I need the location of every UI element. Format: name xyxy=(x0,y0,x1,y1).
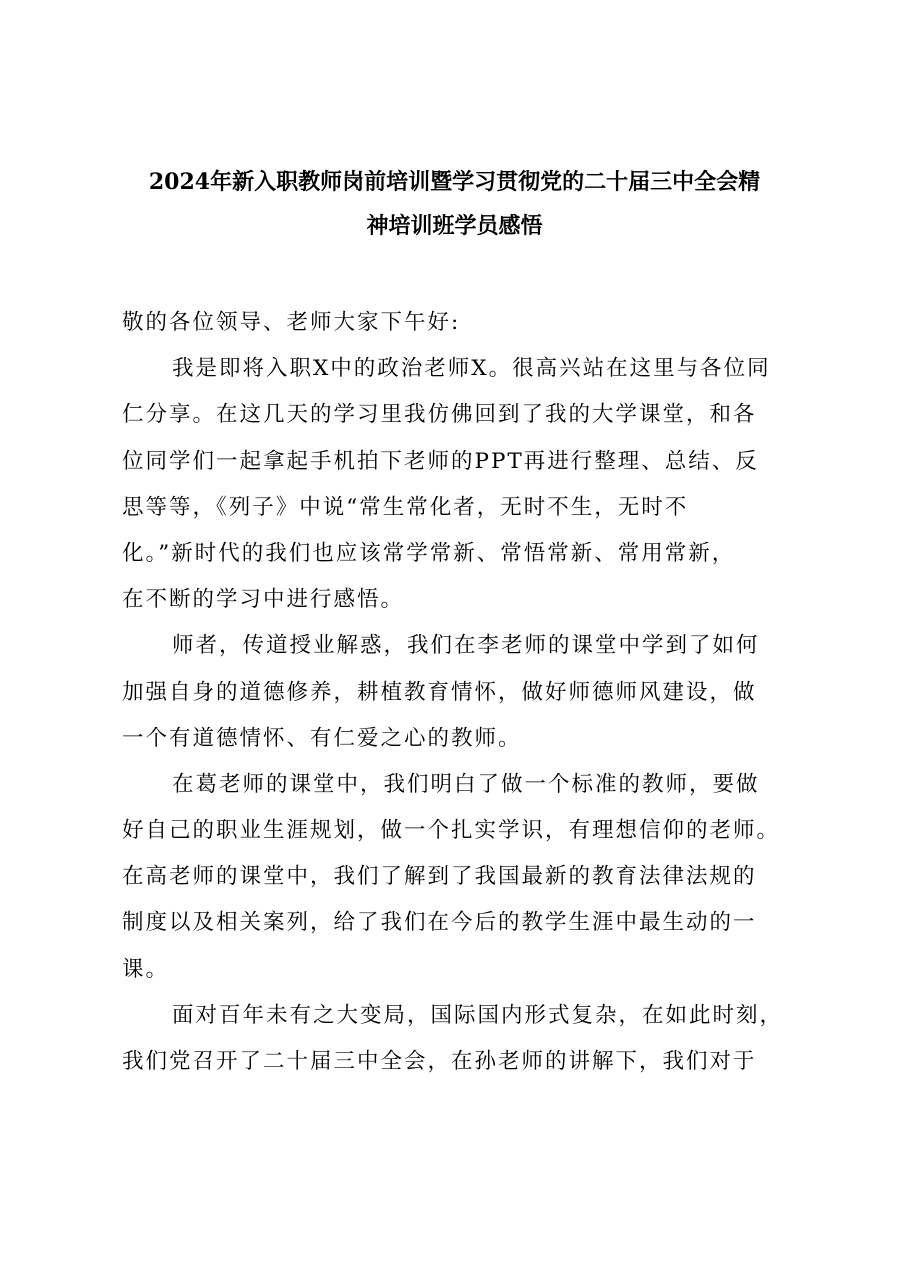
body-line: 在高老师的课堂中，我们了解到了我国最新的教育法律法规的 xyxy=(122,864,757,890)
document-body xyxy=(122,300,802,1085)
body-line: 面对百年未有之大变局，国际国内形式复杂，在如此时刻， xyxy=(172,1002,784,1028)
body-line: 在葛老师的课堂中，我们明白了做一个标准的教师，要做 xyxy=(172,771,760,797)
body-line: 一个有道德情怀、有仁爱之心的教师。 xyxy=(122,725,522,751)
body-line: 仁分享。在这几天的学习里我仿佛回到了我的大学课堂，和各 xyxy=(122,402,757,428)
body-line: 我是即将入职X中的政治老师X。很高兴站在这里与各位同 xyxy=(172,356,771,382)
body-line: 好自己的职业生涯规划，做一个扎实学识，有理想信仰的老师。 xyxy=(122,818,781,844)
body-line: 我们党召开了二十届三中全会，在孙老师的讲解下，我们对于 xyxy=(122,1049,757,1074)
body-line: 化。”新时代的我们也应该常学常新、常悟常新、常用常新， xyxy=(122,540,736,566)
body-line: 制度以及相关案列，给了我们在今后的教学生涯中最生动的一 xyxy=(122,910,757,936)
body-line: 加强自身的道德修养，耕植教育情怀，做好师德师风建设，做 xyxy=(122,679,757,705)
body-line: 思等等，《列子》中说“常生常化者，无时不生，无时不 xyxy=(122,494,689,520)
title-line-1: 2024年新入职教师岗前培训暨学习贯彻党的二十届三中全会精 xyxy=(148,169,761,195)
title-line-2: 神培训班学员感悟 xyxy=(366,213,543,239)
body-line: 师者，传道授业解惑，我们在李老师的课堂中学到了如何 xyxy=(172,633,760,659)
document-title xyxy=(100,160,809,248)
body-line: 位同学们一起拿起手机拍下老师的PPT再进行整理、总结、反 xyxy=(122,448,759,474)
body-line: 课。 xyxy=(122,956,170,982)
body-line: 在不断的学习中进行感悟。 xyxy=(122,587,405,613)
body-line: 敬的各位领导、老师大家下午好: xyxy=(122,310,461,335)
